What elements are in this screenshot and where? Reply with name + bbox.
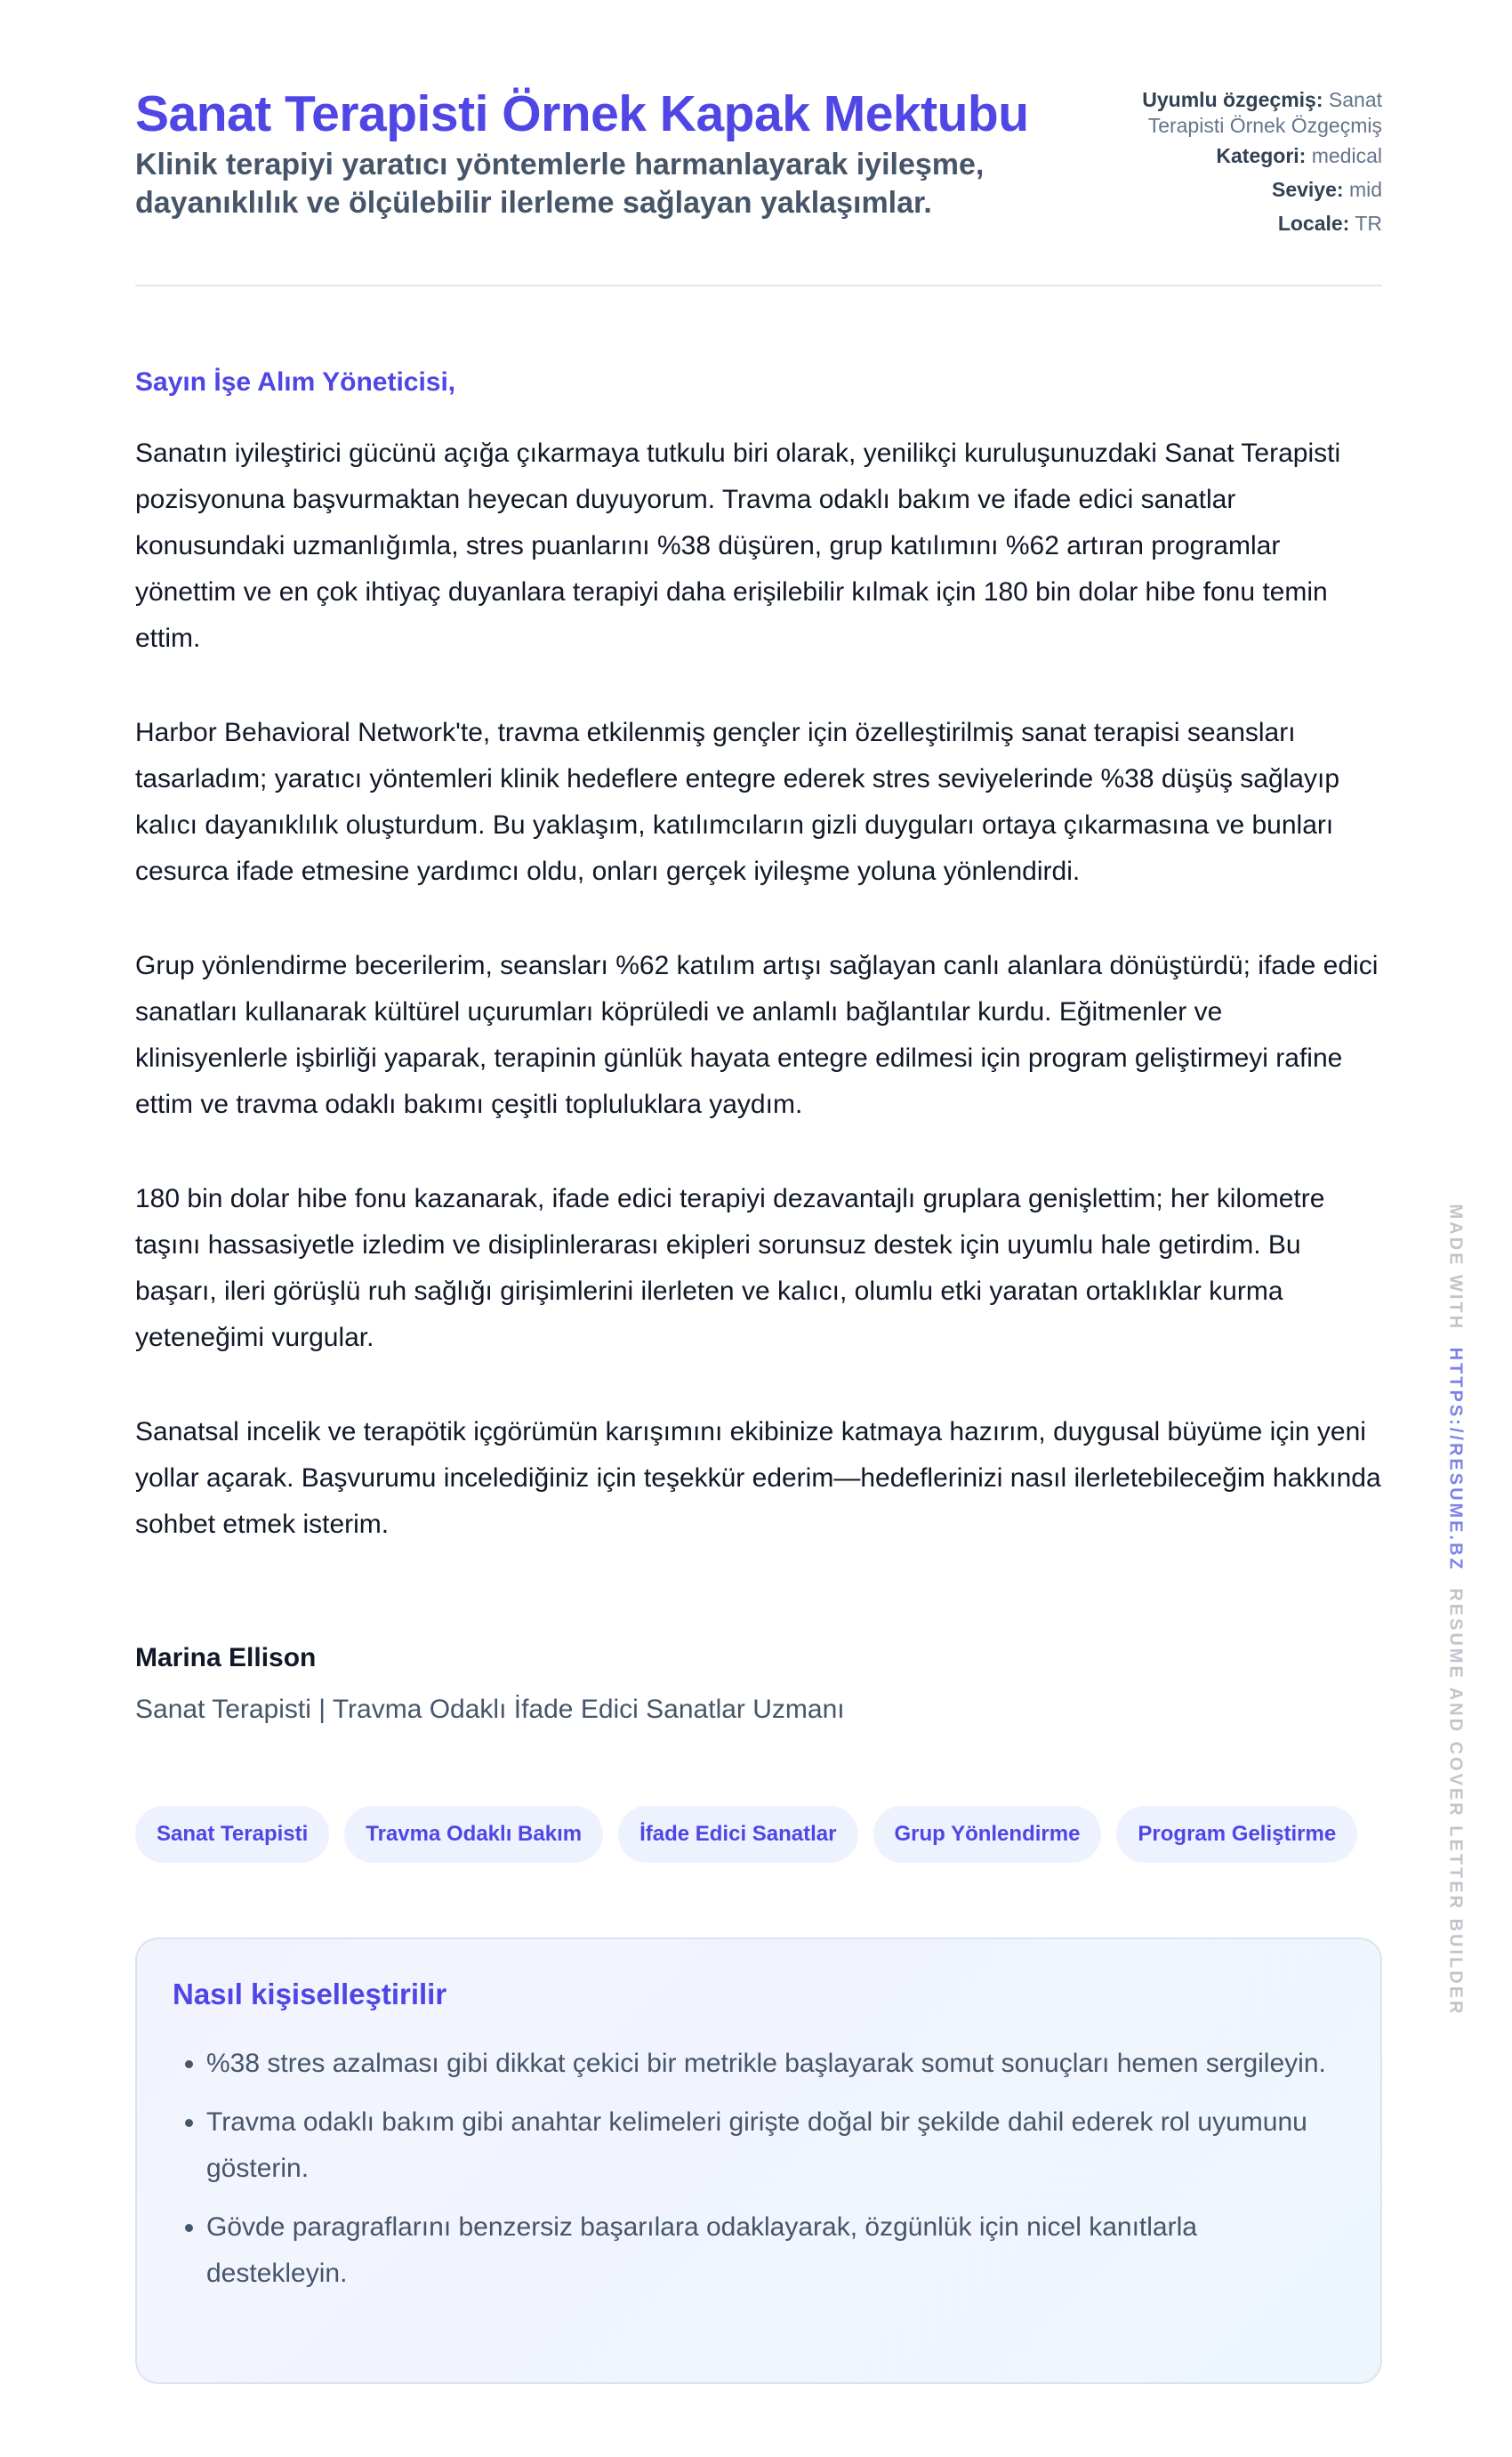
letter-paragraph: Grup yönlendirme becerilerim, seansları %62 katılım artışı sağlayan canlı alanlara dönüştürdü; ifade edici sanatları kullanarak kültürel uçurumları köprüledi ve anlamlı bağlantılar kurdu. Eğitmenler ve klinisyenlerle işbirliği yaparak, terapinin günlük hayata entegre edilmesi için program geliştirmeyi rafine ettim ve travma odaklı bakımı çeşitli topluluklara yaydım. [135, 951, 1379, 1119]
tag-chip[interactable]: İfade Edici Sanatlar [618, 1806, 857, 1863]
tip-item: • %38 stres azalması gibi dikkat çekici bir metrikle başlayarak somut sonuçları hemen sergileyin. [206, 2041, 1345, 2087]
letter-header [135, 84, 1382, 286]
letter-paragraph: Harbor Behavioral Network'te, travma etkilenmiş gençler için özelleştirilmiş sanat terapisi seansları tasarladım; yaratıcı yöntemleri klinik hedeflere entegre ederek stres seviyelerinde %38 düşüş sağlayıp kalıcı dayanıklılık oluşturdum. Bu yaklaşım, katılımcıların gizli duyguları ortaya çıkarmasına ve bunları cesurca ifade etmesine yardımcı oldu, onları gerçek iyileşme yoluna yönlendirdi. [135, 718, 1340, 886]
letter-paragraph: Sanatsal incelik ve terapötik içgörümün karışımını ekibinize katmaya hazırım, duygusal büyüme için yeni yollar açarak. Başvurumu incelediğiniz için teşekkür ederim—hedeflerinizi nasıl ilerletebileceğim hakkında sohbet etmek isterim. [135, 1417, 1381, 1539]
meta-resume [1098, 87, 1382, 139]
tip-item: • Travma odaklı bakım gibi anahtar kelimeleri girişte doğal bir şekilde dahil ederek rol uyumunu gösterin. [206, 2099, 1345, 2192]
watermark-suffix: RESUME AND COVER LETTER BUILDER [1445, 1588, 1466, 2017]
tag-chip[interactable]: Grup Yönlendirme [873, 1806, 1102, 1863]
meta-level [1098, 173, 1382, 206]
meta-category-label: Kategori: [1216, 144, 1307, 167]
tag-chip[interactable]: Travma Odaklı Bakım [344, 1806, 603, 1863]
page-title: Sanat Terapisti Örnek Kapak Mektubu [135, 85, 1029, 142]
watermark-prefix: MADE WITH [1445, 1204, 1466, 1332]
tip-item: • Gövde paragraflarını benzersiz başarılara odaklayarak, özgünlük için nicel kanıtlarla destekleyin. [206, 2204, 1345, 2297]
letter-greeting: Sayın İşe Alım Yöneticisi, [135, 367, 456, 397]
meta-level-label: Seviye: [1271, 178, 1344, 201]
tag-list [135, 1806, 1382, 1863]
tag-chip[interactable]: Program Geliştirme [1116, 1806, 1357, 1863]
letter-paragraph: 180 bin dolar hibe fonu kazanarak, ifade edici terapiyi dezavantajlı gruplara genişlettim; her kilometre taşını hassasiyetle izledim ve disiplinlerarası ekipleri sorunsuz destek için uyumlu hale getirdim. Bu başarı, ileri görüşlü ruh sağlığı girişimlerini ilerleten ve kalıcı, olumlu etki yaratan ortaklıklar kurma yeteneğimi vurgular. [135, 1184, 1325, 1352]
watermark-url-link[interactable]: HTTPS://RESUME.BZ [1445, 1347, 1466, 1572]
meta-locale-value: TR [1355, 212, 1382, 235]
meta-resume-link[interactable]: Sanat Terapisti Örnek Özgeçmiş [1147, 88, 1382, 137]
meta-resume-label: Uyumlu özgeçmiş: [1142, 88, 1323, 111]
signature-title: Sanat Terapisti | Travma Odaklı İfade Edici Sanatlar Uzmanı [135, 1695, 845, 1724]
tag-chip[interactable]: Sanat Terapisti [135, 1806, 329, 1863]
meta-category-value: medical [1311, 144, 1382, 167]
tips-title: Nasıl kişiselleştirilir [173, 1978, 447, 2010]
builder-watermark [1445, 1204, 1466, 2017]
page-subtitle: Klinik terapiyi yaratıcı yöntemlerle harmanlayarak iyileşme, dayanıklılık ve ölçülebilir ilerleme sağlayan yaklaşımlar. [135, 148, 985, 220]
meta-level-value: mid [1348, 178, 1382, 201]
meta-category [1098, 139, 1382, 173]
meta-locale-label: Locale: [1277, 212, 1350, 235]
meta-panel [1098, 87, 1382, 240]
customization-tips-box [135, 1937, 1382, 2384]
tips-list [173, 2041, 1345, 2297]
meta-locale [1098, 206, 1382, 240]
letter-paragraph: Sanatın iyileştirici gücünü açığa çıkarmaya tutkulu biri olarak, yenilikçi kuruluşunuzdaki Sanat Terapisti pozisyonuna başvurmaktan heyecan duyuyorum. Travma odaklı bakım ve ifade edici sanatlar konusundaki uzmanlığımla, stres puanlarını %38 düşüren, grup katılımını %62 artıran programlar yönettim ve en çok ihtiyaç duyanlara terapiyi daha erişilebilir kılmak için 180 bin dolar hibe fonu temin ettim. [135, 439, 1341, 653]
cover-letter-page [135, 84, 1382, 2384]
signature-name: Marina Ellison [135, 1643, 317, 1672]
